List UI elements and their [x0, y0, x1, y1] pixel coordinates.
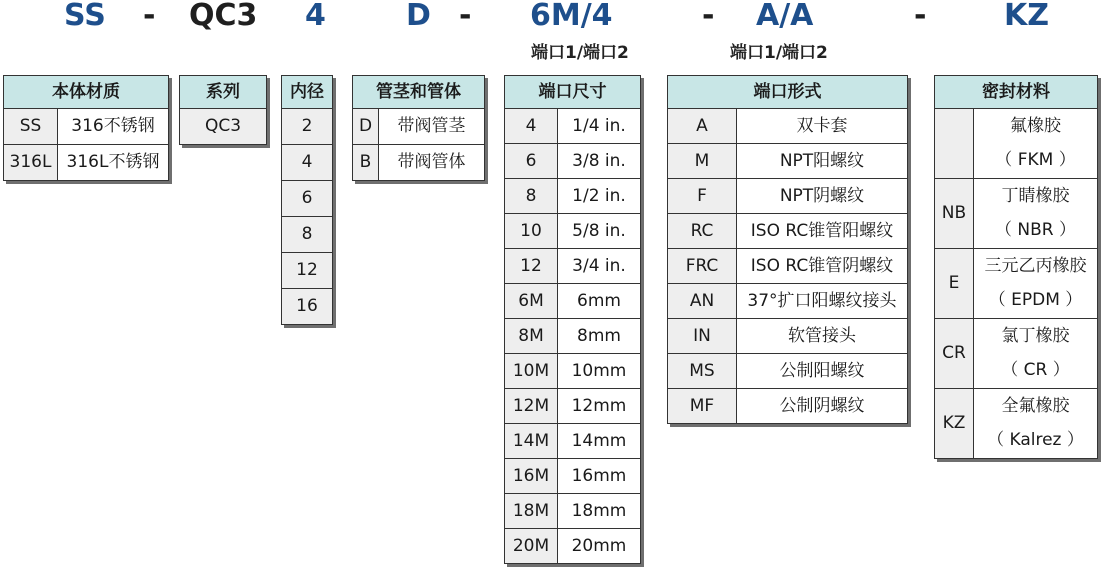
- code-dash-3: -: [702, 0, 715, 33]
- seal-material-key: E: [935, 249, 974, 319]
- port-size-value: 1/4 in.: [558, 109, 641, 144]
- port-form-value: ISO RC锥管阴螺纹: [737, 249, 908, 284]
- code-4: 4: [305, 0, 326, 33]
- port-form-table: [667, 75, 908, 424]
- port-form-value: 软管接头: [737, 319, 908, 354]
- port-size-value: 6mm: [558, 284, 641, 319]
- series-value: QC3: [180, 109, 267, 145]
- seal-material-name: 丁睛橡胶: [974, 179, 1098, 214]
- port-size-value: 8mm: [558, 319, 641, 354]
- seal-material-code: （ Kalrez ）: [974, 424, 1098, 459]
- port-size-key: 14M: [505, 424, 558, 459]
- port-label-form: 端口1/端口2: [730, 43, 828, 63]
- port-form-value: ISO RC锥管阳螺纹: [737, 214, 908, 249]
- body-material-value: 316不锈钢: [58, 109, 169, 145]
- port-size-value: 10mm: [558, 354, 641, 389]
- port-size-value: 20mm: [558, 529, 641, 564]
- port-size-key: 16M: [505, 459, 558, 494]
- seal-material-name: 全氟橡胶: [974, 389, 1098, 424]
- port-size-value: 16mm: [558, 459, 641, 494]
- body-material-title: 本体材质: [4, 76, 169, 109]
- seal-material-key: KZ: [935, 389, 974, 459]
- body-material-key: 316L: [4, 145, 58, 181]
- port-size-key: 8: [505, 179, 558, 214]
- code-aa: A/A: [756, 0, 814, 33]
- stem-body-table: [352, 75, 485, 181]
- body-material-value: 316L不锈钢: [58, 145, 169, 181]
- port-size-value: 3/4 in.: [558, 249, 641, 284]
- port-form-value: NPT阴螺纹: [737, 179, 908, 214]
- code-dash-2: -: [459, 0, 472, 33]
- inner-diameter-value: 4: [282, 145, 333, 181]
- port-form-value: 公制阳螺纹: [737, 354, 908, 389]
- port-form-key: MF: [668, 389, 737, 424]
- body-material-table: [3, 75, 169, 181]
- code-6m4: 6M/4: [530, 0, 613, 33]
- seal-material-code: （ FKM ）: [974, 144, 1098, 179]
- port-size-value: 3/8 in.: [558, 144, 641, 179]
- port-form-key: M: [668, 144, 737, 179]
- stem-body-key: B: [353, 145, 379, 181]
- port-form-key: AN: [668, 284, 737, 319]
- inner-diameter-value: 6: [282, 181, 333, 217]
- port-size-key: 18M: [505, 494, 558, 529]
- port-form-value: 37°扩口阳螺纹接头: [737, 284, 908, 319]
- inner-diameter-value: 2: [282, 109, 333, 145]
- seal-material-title: 密封材料: [935, 76, 1098, 109]
- inner-diameter-table: [281, 75, 333, 325]
- inner-diameter-value: 12: [282, 253, 333, 289]
- code-ss: SS: [64, 0, 106, 33]
- port-size-value: 12mm: [558, 389, 641, 424]
- inner-diameter-value: 8: [282, 217, 333, 253]
- port-form-key: F: [668, 179, 737, 214]
- port-size-value: 1/2 in.: [558, 179, 641, 214]
- port-size-key: 20M: [505, 529, 558, 564]
- series-title: 系列: [180, 76, 267, 109]
- port-form-key: FRC: [668, 249, 737, 284]
- port-size-key: 12M: [505, 389, 558, 424]
- port-size-value: 18mm: [558, 494, 641, 529]
- seal-material-code: （ CR ）: [974, 354, 1098, 389]
- port-form-value: 双卡套: [737, 109, 908, 144]
- port-size-value: 14mm: [558, 424, 641, 459]
- port-size-key: 8M: [505, 319, 558, 354]
- code-d: D: [406, 0, 431, 33]
- port-form-title: 端口形式: [668, 76, 908, 109]
- port-label-size: 端口1/端口2: [531, 43, 629, 63]
- port-size-table: [504, 75, 641, 564]
- stem-body-title: 管茎和管体: [353, 76, 485, 109]
- code-dash-4: -: [914, 0, 927, 33]
- port-size-key: 6M: [505, 284, 558, 319]
- port-size-key: 10: [505, 214, 558, 249]
- seal-material-code: （ NBR ）: [974, 214, 1098, 249]
- seal-material-key: [935, 109, 974, 179]
- stem-body-key: D: [353, 109, 379, 145]
- port-size-key: 10M: [505, 354, 558, 389]
- series-table: [179, 75, 267, 145]
- port-size-key: 4: [505, 109, 558, 144]
- seal-material-code: （ EPDM ）: [974, 284, 1098, 319]
- seal-material-table: [934, 75, 1098, 459]
- seal-material-name: 氟橡胶: [974, 109, 1098, 144]
- port-form-key: RC: [668, 214, 737, 249]
- port-form-key: MS: [668, 354, 737, 389]
- port-size-title: 端口尺寸: [505, 76, 641, 109]
- port-size-key: 6: [505, 144, 558, 179]
- port-form-key: A: [668, 109, 737, 144]
- port-form-key: IN: [668, 319, 737, 354]
- code-qc3: QC3: [189, 0, 258, 33]
- seal-material-name: 氯丁橡胶: [974, 319, 1098, 354]
- port-size-value: 5/8 in.: [558, 214, 641, 249]
- inner-diameter-value: 16: [282, 289, 333, 325]
- stem-body-value: 带阀管体: [379, 145, 485, 181]
- port-form-value: NPT阳螺纹: [737, 144, 908, 179]
- seal-material-name: 三元乙丙橡胶: [974, 249, 1098, 284]
- stem-body-value: 带阀管茎: [379, 109, 485, 145]
- port-size-key: 12: [505, 249, 558, 284]
- seal-material-key: NB: [935, 179, 974, 249]
- inner-diameter-title: 内径: [282, 76, 333, 109]
- seal-material-key: CR: [935, 319, 974, 389]
- code-dash-1: -: [143, 0, 156, 33]
- code-kz: KZ: [1004, 0, 1049, 33]
- port-form-value: 公制阴螺纹: [737, 389, 908, 424]
- body-material-key: SS: [4, 109, 58, 145]
